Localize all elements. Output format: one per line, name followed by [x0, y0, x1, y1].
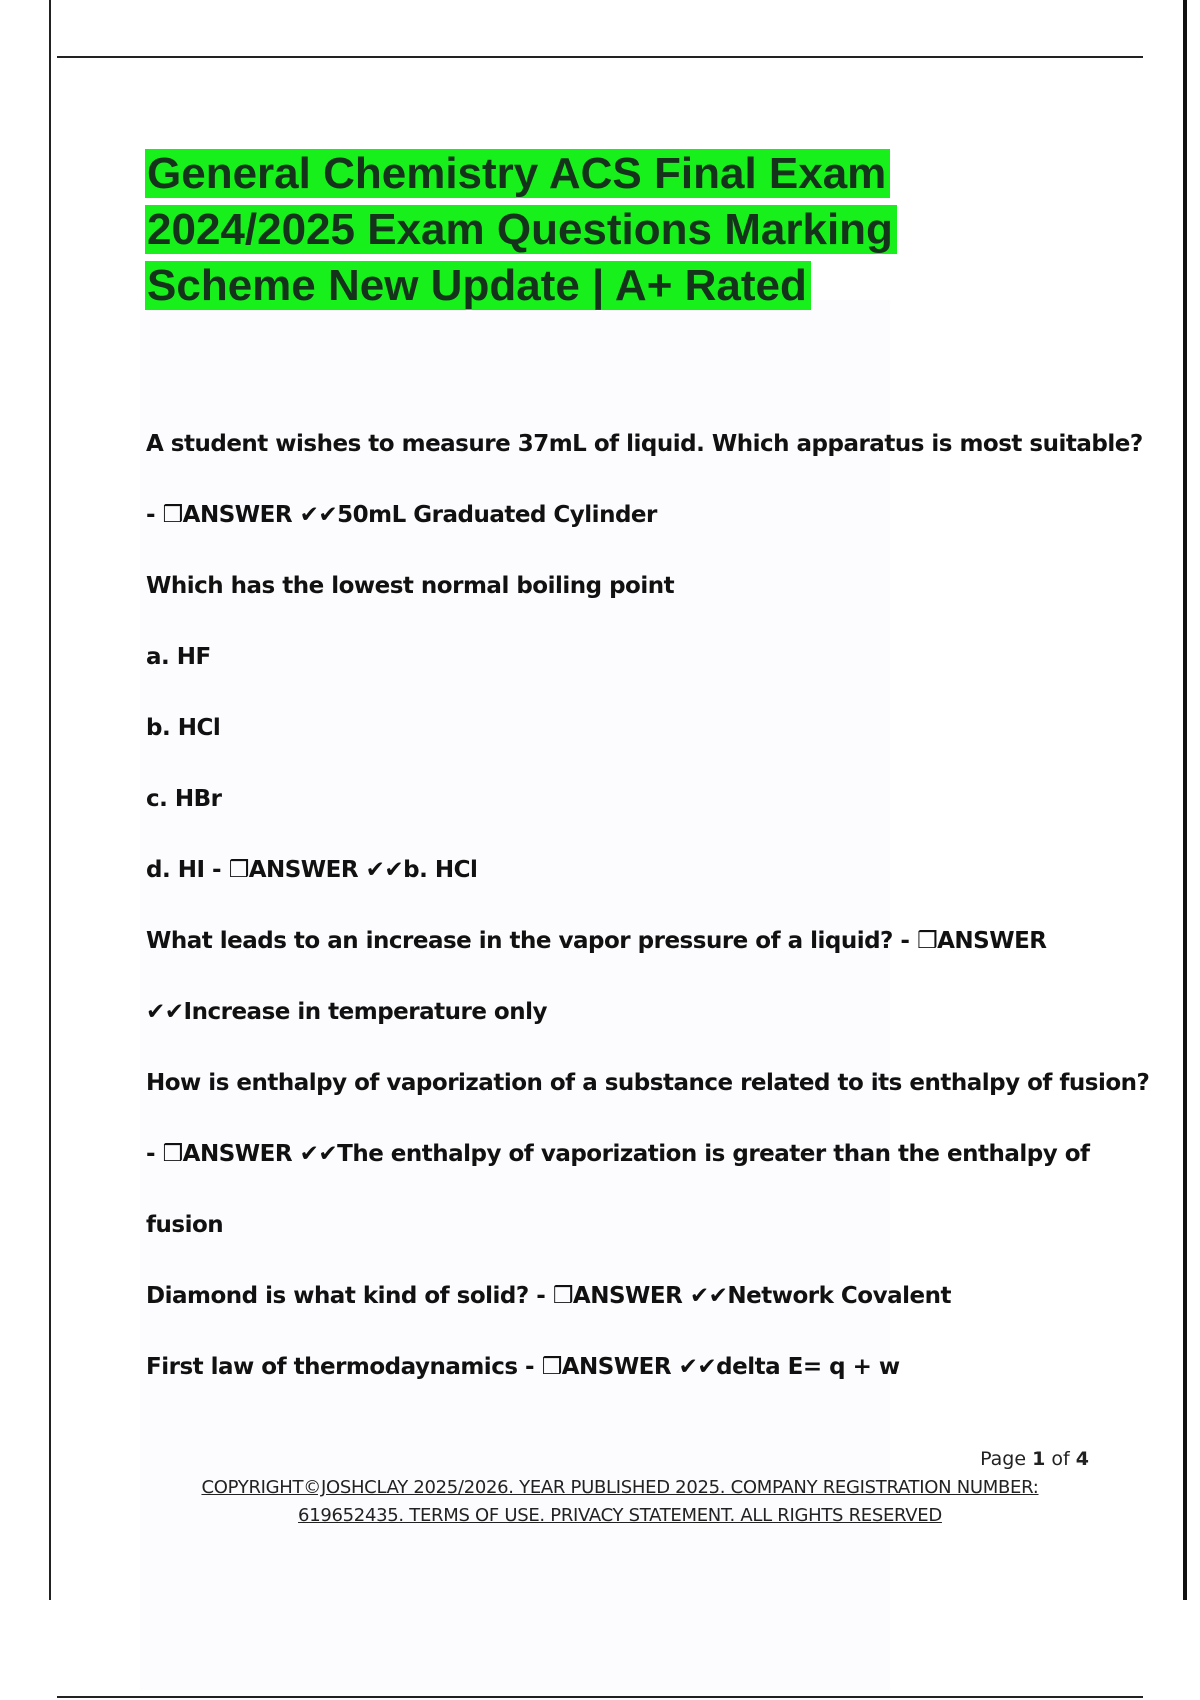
answer-line: - ❒ANSWER ✔✔The enthalpy of vaporization is greater than the enthalpy of [146, 1141, 1090, 1167]
question-list [146, 431, 1150, 1426]
copyright-line-2: 619652435. TERMS OF USE. PRIVACY STATEMENT. ALL RIGHTS RESERVED [298, 1505, 942, 1526]
answer-line: ✔✔Increase in temperature only [146, 999, 547, 1025]
top-rule [57, 56, 1143, 58]
option-line: a. HF [146, 644, 211, 670]
document-title [145, 146, 1045, 314]
page-number: Page 1 of 4 [980, 1448, 1089, 1470]
copyright-notice [140, 1474, 1100, 1530]
page-total: 4 [1075, 1448, 1089, 1470]
question-answer-line: Diamond is what kind of solid? - ❒ANSWER ✔✔Network Covalent [146, 1283, 951, 1309]
option-answer-line: d. HI - ❒ANSWER ✔✔b. HCl [146, 857, 478, 883]
answer-line: - ❒ANSWER ✔✔50mL Graduated Cylinder [146, 502, 657, 528]
copyright-line-1: COPYRIGHT©JOSHCLAY 2025/2026. YEAR PUBLISHED 2025. COMPANY REGISTRATION NUMBER: [201, 1477, 1039, 1498]
highlighted-title-text: General Chemistry ACS Final Exam 2024/2025 Exam Questions Marking Scheme New Update | A+ Rated [145, 149, 897, 310]
bottom-rule [57, 1696, 1143, 1698]
page-left-border [49, 0, 51, 1600]
question-line: A student wishes to measure 37mL of liquid. Which apparatus is most suitable? [146, 431, 1143, 457]
option-line: c. HBr [146, 786, 222, 812]
page-current: 1 [1032, 1448, 1046, 1470]
page-right-border [1183, 0, 1187, 1600]
question-line: Which has the lowest normal boiling point [146, 573, 675, 599]
question-line: What leads to an increase in the vapor pressure of a liquid? - ❒ANSWER [146, 928, 1047, 954]
answer-line: fusion [146, 1212, 224, 1238]
question-answer-line: First law of thermodaynamics - ❒ANSWER ✔✔delta E= q + w [146, 1354, 900, 1380]
option-line: b. HCl [146, 715, 221, 741]
question-line: How is enthalpy of vaporization of a substance related to its enthalpy of fusion? [146, 1070, 1150, 1096]
